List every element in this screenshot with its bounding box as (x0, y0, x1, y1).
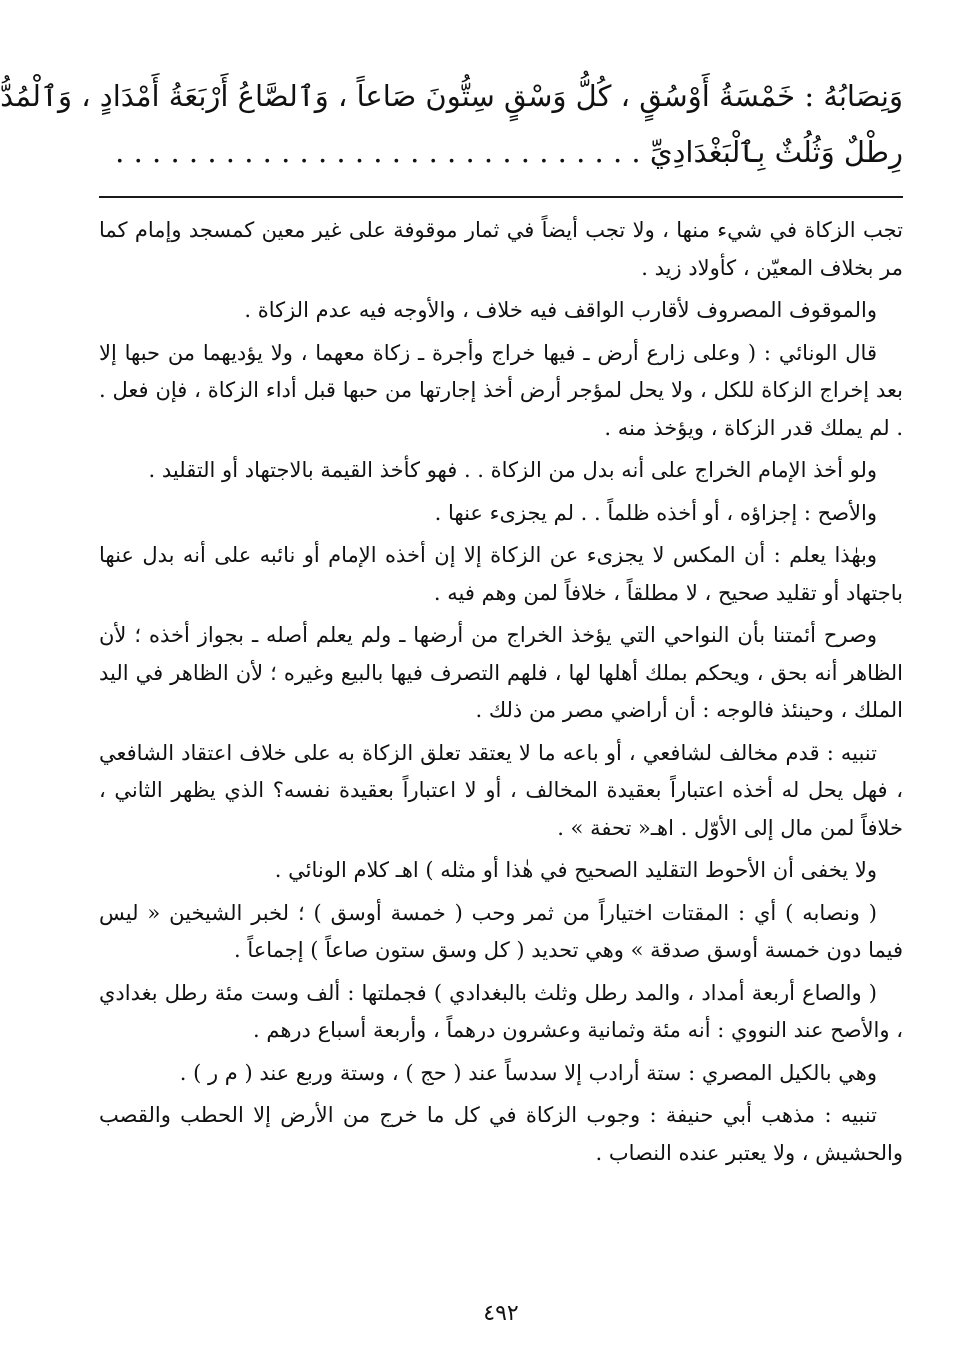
commentary (99, 212, 903, 1172)
main-text-line-1: وَنِصَابُهُ : خَمْسَةُ أَوْسُقٍ ، كُلُّ وَسْقٍ سِتُّونَ صَاعاً ، وَٱلصَّاعُ أَرْبَعَةُ أَمْدَادٍ ، وَٱلْمُدُّ (0, 79, 903, 113)
commentary-paragraph-4: ولو أخذ الإمام الخراج على أنه بدل من الزكاة . . فهو كأخذ القيمة بالاجتهاد أو التقليد . (148, 458, 877, 482)
main-text (0, 68, 903, 180)
commentary-paragraph-3: قال الونائي : ( وعلى زارع أرض ـ فيها خراج وأجرة ـ زكاة معهما ، ولا يؤديهما من حبها إلا بعد إخراج الزكاة للكل ، ولا يحل لمؤجر أرض أخذ إجارتها من حبها قبل أداء الزكاة ، فإن فعل . . لم يملك قدر الزكاة ، ويؤخذ منه . (99, 340, 903, 440)
commentary-paragraph-6: وبهٰذا يعلم : أن المكس لا يجزىء عن الزكاة إلا إن أخذه الإمام أو نائبه على أنه بدل عنها باجتهاد أو تقليد صحيح ، لا مطلقاً ، خلافاً لمن وهم فيه . (99, 543, 903, 605)
commentary-paragraph-11: ( والصاع أربعة أمداد ، والمد رطل وثلث بالبغدادي ) فجملتها : ألف وست مئة رطل بغدادي ، والأصح عند النووي : أنه مئة وثمانية وعشرون درهماً ، وأربعة أسباع درهم . (99, 980, 903, 1042)
main-text-line-2: رِطْلٌ وَثُلُثٌ بِٱلْبَغْدَادِيِّ . . . . . . . . . . . . . . . . . . . . . . . . . . . . . (115, 135, 903, 169)
book-page (0, 68, 903, 1332)
separator-rule (99, 196, 903, 198)
commentary-paragraph-12: وهي بالكيل المصري : ستة أرادب إلا سدساً عند ( حج ) ، وستة وربع عند ( م ر ) . (179, 1060, 877, 1085)
commentary-paragraph-9: ولا يخفى أن الأحوط التقليد الصحيح في هٰذا أو مثله ) اهـ كلام الونائي . (274, 858, 877, 882)
commentary-paragraph-8: تنبيه : قدم مخالف لشافعي ، أو باعه ما لا يعتقد تعلق الزكاة به على خلاف اعتقاد الشافعي ، فهل يحل له أخذه اعتباراً بعقيدة المخالف ، أو لا اعتباراً بعقيدة نفسه؟ الذي يظهر الثاني ، خلافاً لمن مال إلى الأوّل . اهـ« تحفة » . (99, 740, 903, 840)
commentary-paragraph-1: تجب الزكاة في شيء منها ، ولا تجب أيضاً في ثمار موقوفة على غير معين كمسجد وإمام كما مر بخلاف المعيّن ، كأولاد زيد . (99, 218, 903, 280)
page-number: ٤٩٢ (483, 1301, 519, 1326)
commentary-paragraph-7: وصرح أئمتنا بأن النواحي التي يؤخذ الخراج من أرضها ـ ولم يعلم أصله ـ بجواز أخذه ؛ لأن الظاهر أنه بحق ، ويحكم بملك أهلها لها ، فلهم التصرف فيها بالبيع وغيره ؛ لأن الظاهر في اليد الملك ، وحينئذ فالوجه : أن أراضي مصر من ذلك . (99, 623, 903, 722)
commentary-paragraph-5: والأصح : إجزاؤه ، أو أخذه ظلماً . . لم يجزىء عنها . (434, 500, 877, 525)
commentary-paragraph-2: والموقوف المصروف لأقارب الواقف فيه خلاف ، والأوجه فيه عدم الزكاة . (244, 298, 877, 322)
commentary-paragraph-10: ( ونصابه ) أي : المقتات اختياراً من ثمر وحب ( خمسة أوسق ) ؛ لخبر الشيخين « ليس فيما دون خمسة أوسق صدقة » وهي تحديد ( كل وسق ستون صاعاً ) إجماعاً . (99, 900, 903, 962)
commentary-paragraph-13: تنبيه : مذهب أبي حنيفة : وجوب الزكاة في كل ما خرج من الأرض إلا الحطب والقصب والحشيش ، ولا يعتبر عنده النصاب . (99, 1103, 903, 1165)
